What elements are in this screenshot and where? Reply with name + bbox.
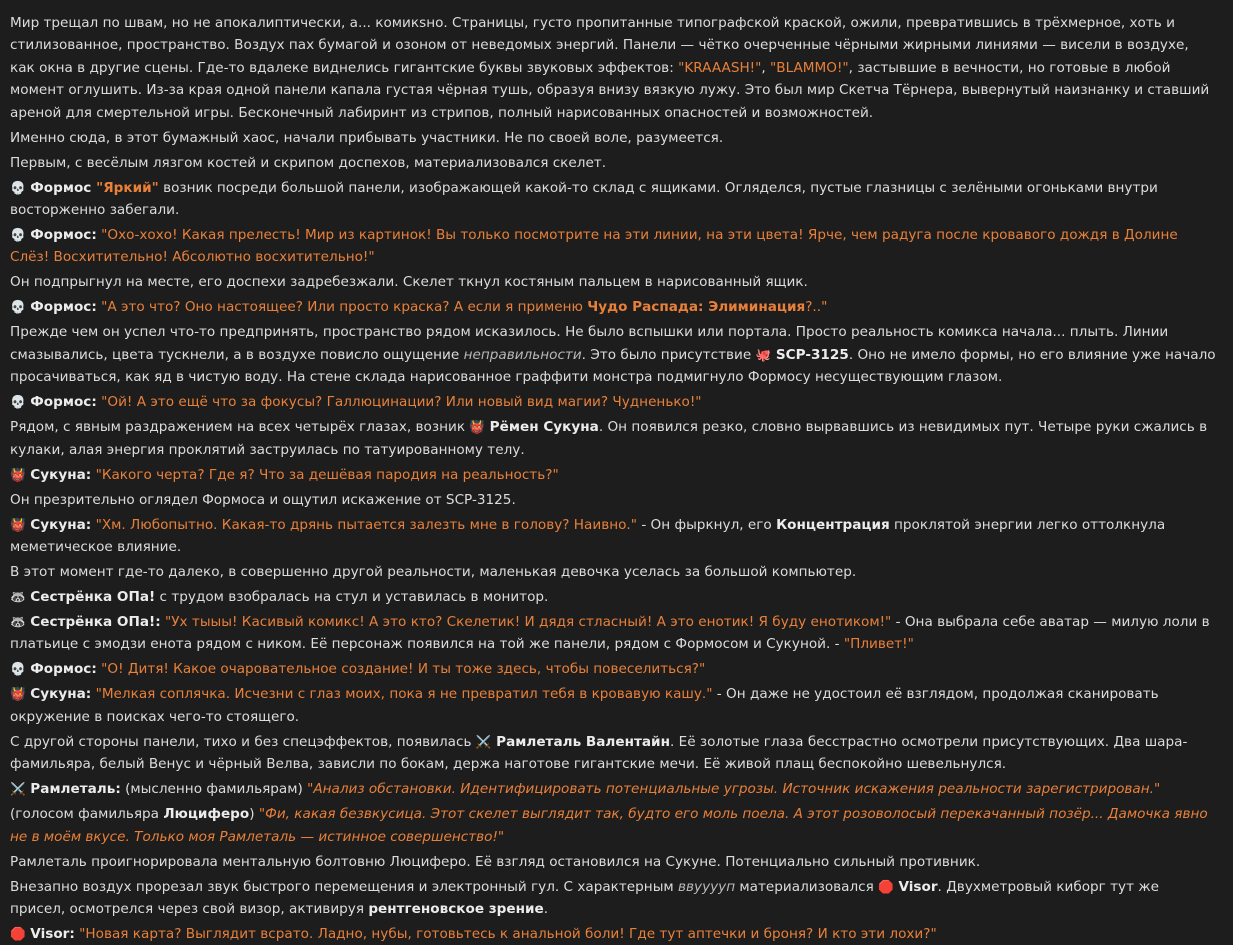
skull-icon: 💀 bbox=[10, 227, 26, 243]
text-run: Прежде чем он успел что-то предпринять, пространство рядом исказилось. Не было вспышки или портала. Просто реальность комикса начала... плыть. Линии смазывались, цвета тускнели, а в воздухе повисло ощущение bbox=[10, 324, 1169, 363]
dialogue-quote: "Хм. Любопытно. Какая-то дрянь пытается залезть мне в голову? Наивно." bbox=[95, 516, 637, 533]
demon-icon: 👹 bbox=[10, 466, 26, 482]
octopus-icon: 🐙 bbox=[755, 346, 772, 362]
demon-icon: 👹 bbox=[10, 516, 26, 532]
text-run: , застывшие в вечности, но готовые в любой момент оглушить. Из-за края одной панели капала густая чёрная тушь, образуя внизу вязкую лужу. Это был мир Скетча Тёрнера, вывернутый наизнанку и ставший ареной для смертельной игры. Бесконечный лабиринт из стрипов, полный нарисованных опасностей и возможностей. bbox=[10, 59, 1210, 121]
text-run: (мысленно фамильярам) bbox=[120, 781, 308, 798]
highlight-term: SCP-3125 bbox=[771, 346, 849, 363]
text-run: Первым, с весёлым лязгом костей и скрипом доспехов, материализовался скелет. bbox=[10, 154, 607, 171]
italic-term: ввууууп bbox=[678, 878, 736, 895]
dialogue-quote: "Пливет!" bbox=[843, 636, 914, 653]
story-paragraph bbox=[10, 851, 1217, 873]
text-run: . Он появился резко, словно вырвавшись из невидимых пут. Четыре руки сжались в кулаки, алая энергия проклятий заструилась по татуированному телу. bbox=[10, 419, 1208, 458]
text-run: Рядом, с явным раздражением на всех четырёх глазах, возник bbox=[10, 419, 470, 436]
demon-icon: 👹 bbox=[10, 686, 26, 702]
dialogue-quote: "BLAMMO!" bbox=[770, 59, 849, 76]
text-run: . Двухметровый киборг тут же присел, осмотрелся через свой визор, активируя bbox=[10, 878, 1159, 918]
story-paragraph bbox=[10, 611, 1217, 656]
skull-icon: 💀 bbox=[10, 299, 26, 315]
text-run: Внезапно воздух прорезал звук быстрого перемещения и электронный гул. С характерным bbox=[10, 878, 678, 895]
story-paragraph bbox=[10, 152, 1217, 174]
story-paragraph bbox=[10, 803, 1217, 848]
dialogue-quote: "Новая карта? Выглядит всрато. Ладно, нубы, готовьтесь к анальной боли! Где тут аптечки и броня? И кто эти лохи?" bbox=[79, 926, 937, 943]
crossed-swords-icon: ⚔️ bbox=[10, 781, 26, 797]
skull-icon: 💀 bbox=[10, 661, 26, 677]
text-run: возник посреди большой панели, изображающей какой-то склад с ящиками. Огляделся, пустые глазницы с зелёными огоньками внутри восторженно забегали. bbox=[10, 179, 1158, 219]
story-paragraph bbox=[10, 923, 1217, 945]
dialogue-quote: "Охо-хохо! Какая прелесть! Мир из картинок! Вы только посмотрите на эти линии, на эти цвета! Ярче, чем радуга после кровавого дождя в Долине Слёз! Восхитительно! Абсолютно восхитительно!" bbox=[10, 227, 1178, 266]
story-paragraph bbox=[10, 778, 1217, 800]
text-run: . bbox=[543, 901, 549, 918]
highlight-term: Люциферо bbox=[163, 806, 250, 823]
story-paragraph bbox=[10, 271, 1217, 293]
dialogue-quote: Чудо Распада: Элиминация bbox=[587, 299, 806, 316]
text-run: . Её золотые глаза бесстрастно осмотрели присутствующих. Два шара-фамильяра, белый Венус и чёрный Велва, зависли по бокам, держа наготове гигантские мечи. Её живой плащ беспокойно шевельнулся. bbox=[10, 733, 1188, 773]
speaker-name: Формос bbox=[25, 179, 97, 196]
speaker-name: Формос: bbox=[25, 661, 97, 678]
text-run: . Оно не имело формы, но его влияние уже начало просачиваться, как яд в чистую воду. На стене склада нарисованное граффити монстра подмигнуло Формосу несуществующим глазом. bbox=[10, 346, 1216, 386]
text-run: В этот момент где-то далеко, в совершенно другой реальности, маленькая девочка уселась за большой компьютер. bbox=[10, 564, 857, 581]
dialogue-quote: "Ой! А это ещё что за фокусы? Галлюцинации? Или новый вид магии? Чудненько!" bbox=[101, 394, 702, 411]
speaker-name: Сукуна: bbox=[25, 466, 92, 483]
text-run: Именно сюда, в этот бумажный хаос, начали прибывать участники. Не по своей воле, разумеется. bbox=[10, 129, 724, 146]
crossed-swords-icon: ⚔️ bbox=[475, 733, 492, 749]
dialogue-quote: "Мелкая соплячка. Исчезни с глаз моих, пока я не превратил тебя в кровавую кашу." bbox=[95, 686, 713, 703]
dialogue-quote: "Ух тыыы! Касивый комикс! А это кто? Скелетик! И дядя стласный! А это енотик! Я буду енотиком!" bbox=[165, 614, 892, 631]
text-run: С другой стороны панели, тихо и без спецэффектов, появилась bbox=[10, 733, 476, 750]
text-run: , bbox=[761, 59, 771, 76]
stop-sign-icon: 🛑 bbox=[10, 926, 26, 942]
story-paragraph bbox=[10, 586, 1217, 608]
speaker-name: Рамлеталь: bbox=[25, 781, 121, 798]
story-paragraph bbox=[10, 224, 1217, 269]
story-paragraph bbox=[10, 876, 1217, 921]
dialogue-quote: "А это что? Оно настоящее? Или просто краска? А если я применю bbox=[101, 299, 588, 316]
speaker-name: Формос: bbox=[25, 227, 97, 244]
dialogue-quote: "Какого черта? Где я? Что за дешёвая пародия на реальность?" bbox=[95, 466, 559, 483]
text-run: - Она выбрала себе аватар — милую лоли в платьице с эмодзи енота рядом с ником. Её персонаж появился на той же панели, рядом с Формосом и Сукуной. - bbox=[10, 614, 1210, 653]
story-paragraph bbox=[10, 12, 1217, 124]
text-run: Мир трещал по швам, но не апокалиптически, а... комикsно. Страницы, густо пропитанные типографской краской, ожили, превратившись в трёхмерное, хоть и стилизованное, пространство. Воздух пах бумагой и озоном от неведомых энергий. Панели — чётко очерченные чёрными жирными линиями — висели в воздухе, как окна в другие сцены. Где-то вдалеке виднелись гигантские буквы звуковых эффектов: bbox=[10, 15, 1189, 76]
highlight-term: Visor bbox=[893, 878, 938, 895]
story-paragraph bbox=[10, 127, 1217, 149]
story-paragraph bbox=[10, 296, 1217, 318]
text-run: . Это было присутствие bbox=[581, 346, 756, 363]
speaker-name: Сестрёнка ОПа! bbox=[25, 589, 156, 606]
speaker-name: Visor: bbox=[25, 926, 75, 943]
story-paragraph bbox=[10, 177, 1217, 222]
speaker-name: Формос: bbox=[25, 394, 97, 411]
story-paragraph bbox=[10, 391, 1217, 413]
dialogue-quote: "Яркий" bbox=[96, 179, 159, 196]
stop-sign-icon: 🛑 bbox=[878, 878, 894, 894]
story-paragraph bbox=[10, 416, 1217, 461]
dialogue-quote: "О! Дитя! Какое очаровательное создание! И ты тоже здесь, чтобы повеселиться?" bbox=[101, 661, 706, 678]
speaker-name: Сукуна: bbox=[25, 686, 92, 703]
text-run: ) bbox=[249, 806, 259, 823]
dialogue-quote: "Фи, какая безвкусица. Этот скелет выглядит так, будто его моль поела. А этот розоволосый перекачанный позёр... Дамочка явно не в моём вкусе. Только моя Рамлеталь — истинное совершенство!" bbox=[10, 806, 1208, 845]
story-paragraph bbox=[10, 561, 1217, 583]
text-run: материализовался bbox=[735, 878, 879, 895]
story-paragraph bbox=[10, 464, 1217, 486]
text-run: - Он фыркнул, его bbox=[637, 516, 777, 533]
highlight-term: Рёмен Сукуна bbox=[484, 419, 599, 436]
dialogue-quote: ?.." bbox=[805, 299, 828, 316]
speaker-name: Сестрёнка ОПа!: bbox=[25, 614, 161, 631]
highlight-term: Концентрация bbox=[776, 516, 890, 533]
speaker-name: Сукуна: bbox=[25, 516, 92, 533]
text-run: с трудом взобралась на стул и уставилась в монитор. bbox=[155, 589, 549, 606]
story-paragraph bbox=[10, 731, 1217, 776]
skull-icon: 💀 bbox=[10, 179, 26, 195]
speaker-name: Формос: bbox=[25, 299, 97, 316]
raccoon-icon: 🦝 bbox=[10, 589, 26, 605]
text-run: (голосом фамильяра bbox=[10, 806, 164, 823]
text-run: Он презрительно оглядел Формоса и ощутил искажение от SCP-3125. bbox=[10, 491, 516, 508]
highlight-term: рентгеновское зрение bbox=[368, 901, 544, 918]
dialogue-quote: "Анализ обстановки. Идентифицировать потенциальные угрозы. Источник искажения реальности зарегистрирован." bbox=[307, 781, 1161, 798]
text-run: - Он даже не удостоил её взглядом, продолжая сканировать окружение в поисках чего-то стоящего. bbox=[10, 686, 1159, 725]
raccoon-icon: 🦝 bbox=[10, 614, 26, 630]
demon-icon: 👹 bbox=[469, 419, 485, 435]
dialogue-quote: "KRAAASH!" bbox=[678, 59, 762, 76]
text-run: проклятой энергии легко оттолкнула меметическое влияние. bbox=[10, 516, 1166, 556]
story-paragraph bbox=[10, 321, 1217, 388]
text-run: Он подпрыгнул на месте, его доспехи задребезжали. Скелет ткнул костяным пальцем в нарисованный ящик. bbox=[10, 274, 808, 291]
story-paragraph bbox=[10, 658, 1217, 680]
story-paragraph bbox=[10, 514, 1217, 559]
italic-term: неправильности bbox=[463, 346, 582, 363]
story-paragraph bbox=[10, 683, 1217, 728]
highlight-term: Рамлеталь Валентайн bbox=[491, 733, 670, 750]
story-paragraph bbox=[10, 489, 1217, 511]
text-run: Рамлеталь проигнорировала ментальную болтовню Люциферо. Её взгляд остановился на Сукуне. Потенциально сильный противник. bbox=[10, 853, 981, 870]
skull-icon: 💀 bbox=[10, 394, 26, 410]
